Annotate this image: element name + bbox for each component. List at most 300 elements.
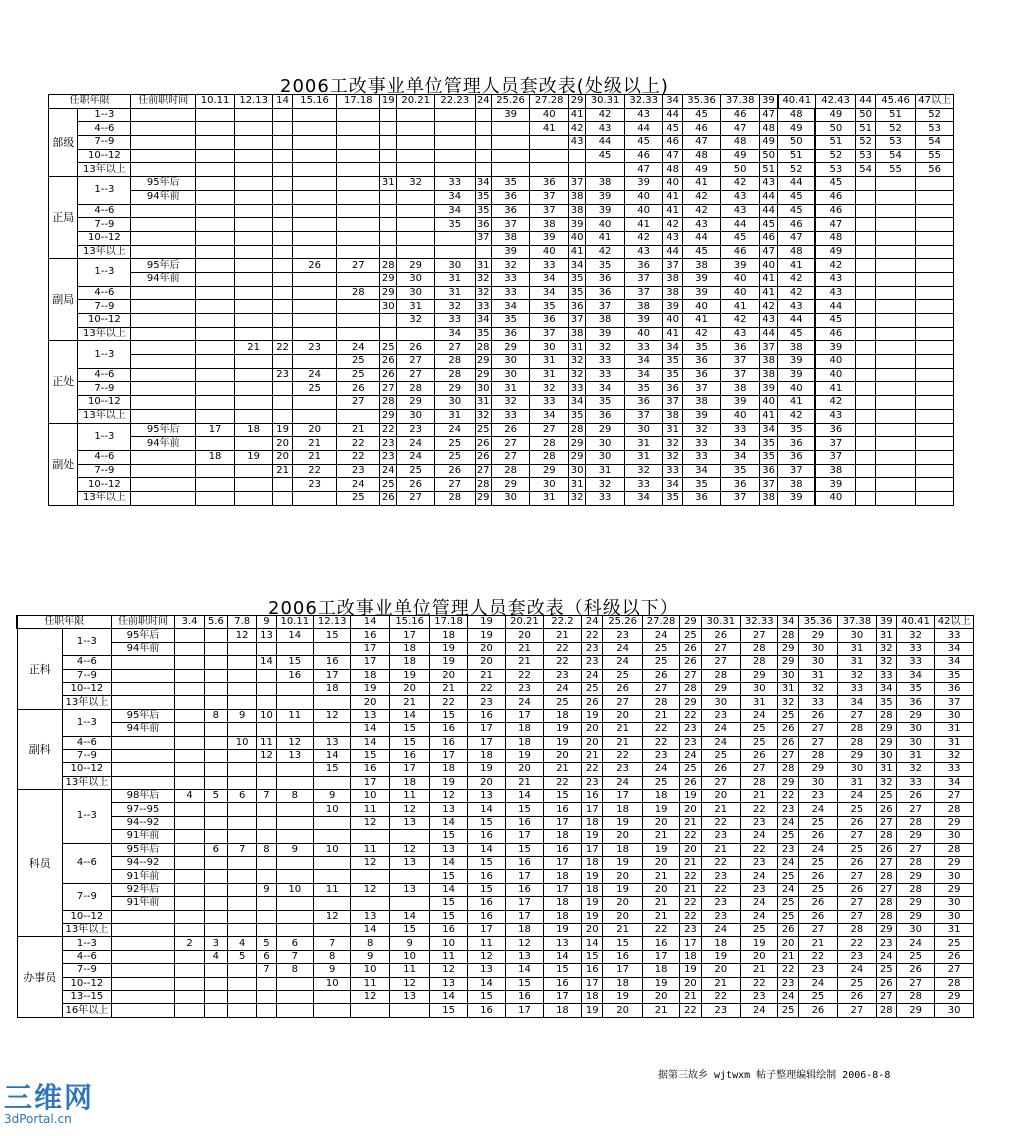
grade-cell: 15 <box>389 923 429 936</box>
grade-cell: 18 <box>582 816 603 829</box>
grade-cell <box>276 723 313 736</box>
header-row <box>17 616 974 629</box>
table-row <box>49 355 954 369</box>
grade-cell: 41 <box>815 382 856 396</box>
grade-cell: 10 <box>351 790 389 803</box>
grade-cell: 42 <box>663 218 682 232</box>
grade-cell: 24 <box>741 910 778 923</box>
prior-time-label: 92年后 <box>111 883 175 896</box>
grade-cell: 44 <box>624 122 663 136</box>
grade-cell: 46 <box>759 231 777 245</box>
grade-cell <box>380 149 397 163</box>
years-label: 13年以上 <box>78 163 131 177</box>
grade-cell: 48 <box>682 149 721 163</box>
grade-cell <box>234 163 273 177</box>
grade-cell: 30 <box>530 478 569 492</box>
column-header: 29 <box>680 616 701 629</box>
grade-cell: 20 <box>778 937 798 950</box>
grade-cell: 24 <box>778 857 798 870</box>
grade-cell: 24 <box>778 816 798 829</box>
table-row <box>49 286 954 300</box>
grade-cell: 24 <box>741 709 778 722</box>
grade-cell: 30 <box>838 629 876 642</box>
grade-cell: 44 <box>815 300 856 314</box>
grade-cell: 26 <box>798 910 837 923</box>
grade-cell: 26 <box>798 830 837 843</box>
grade-cell: 30 <box>569 464 586 478</box>
grade-cell <box>337 177 380 191</box>
table-row <box>49 368 954 382</box>
grade-cell: 25 <box>838 977 876 990</box>
grade-cell: 29 <box>935 857 974 870</box>
grade-cell <box>196 218 235 232</box>
grade-cell: 24 <box>838 790 876 803</box>
grade-cell <box>397 204 435 218</box>
grade-cell: 25 <box>582 682 603 695</box>
grade-cell <box>491 122 530 136</box>
grade-cell: 18 <box>389 656 429 669</box>
years-label: 7--9 <box>78 218 131 232</box>
grade-cell: 23 <box>701 1004 740 1017</box>
grade-cell: 26 <box>876 977 896 990</box>
grade-cell: 25 <box>778 910 798 923</box>
grade-label: 正处 <box>49 341 78 423</box>
grade-cell: 13 <box>430 843 467 856</box>
grade-cell: 24 <box>337 478 380 492</box>
grade-cell: 28 <box>530 437 569 451</box>
table-row <box>49 108 954 122</box>
grade-cell <box>175 629 204 642</box>
grade-cell: 25 <box>741 923 778 936</box>
grade-cell: 36 <box>569 300 586 314</box>
years-label: 1--3 <box>63 629 112 656</box>
grade-cell <box>175 950 204 963</box>
grade-cell <box>397 190 435 204</box>
grade-cell <box>380 218 397 232</box>
grade-cell: 28 <box>896 883 934 896</box>
grade-cell: 14 <box>582 937 603 950</box>
grade-cell: 31 <box>586 464 625 478</box>
grade-cell: 24 <box>896 937 934 950</box>
grade-cell <box>875 450 916 464</box>
grade-cell: 30 <box>896 923 934 936</box>
grade-cell <box>875 341 916 355</box>
grade-cell <box>292 286 337 300</box>
table-row <box>17 1004 974 1017</box>
grade-cell: 39 <box>491 108 530 122</box>
grade-cell: 14 <box>467 843 505 856</box>
column-header: 32.33 <box>624 95 663 109</box>
watermark-domain: 3dPortal.cn <box>4 1112 72 1126</box>
years-label: 10--12 <box>63 682 112 695</box>
grade-cell: 36 <box>476 218 490 230</box>
grade-cell: 36 <box>682 368 721 382</box>
years-label: 13年以上 <box>78 245 131 259</box>
grade-cell: 39 <box>778 491 816 505</box>
grade-cell <box>916 300 954 314</box>
grade-cell: 33 <box>721 423 760 437</box>
grade-cell: 43 <box>815 286 856 300</box>
grade-cell <box>196 163 235 177</box>
grade-cell: 31 <box>935 923 974 936</box>
grade-cell: 22 <box>642 736 679 749</box>
grade-cell <box>196 409 235 423</box>
grade-cell: 18 <box>582 883 603 896</box>
grade-cell: 19 <box>351 682 389 695</box>
grade-cell: 7 <box>228 843 257 856</box>
grade-cell: 10 <box>276 883 313 896</box>
grade-cell <box>234 409 273 423</box>
grade-cell: 28 <box>642 696 679 709</box>
grade-cell: 37 <box>721 368 760 382</box>
grade-cell: 21 <box>741 964 778 977</box>
grade-cell: 40 <box>624 190 663 204</box>
grade-cell: 18 <box>543 870 581 883</box>
grade-cell <box>337 149 380 163</box>
grade-cell <box>337 108 380 122</box>
grade-cell <box>234 149 273 163</box>
grade-cell: 38 <box>778 478 816 492</box>
grade-cell <box>175 964 204 977</box>
grade-cell <box>257 816 276 829</box>
grade-cell <box>292 245 337 259</box>
grade-cell: 30 <box>530 341 569 355</box>
grade-cell: 26 <box>680 656 701 669</box>
grade-cell: 31 <box>838 776 876 789</box>
grade-cell: 18 <box>603 803 642 816</box>
grade-cell: 15 <box>430 910 467 923</box>
grade-cell: 25 <box>741 736 778 749</box>
grade-cell: 29 <box>876 723 896 736</box>
grade-cell: 36 <box>530 177 569 191</box>
grade-cell: 34 <box>586 382 625 396</box>
grade-cell: 37 <box>569 177 586 191</box>
years-label: 10--12 <box>78 314 131 328</box>
grade-cell: 26 <box>642 669 679 682</box>
grade-cell <box>204 1004 227 1017</box>
grade-cell: 15 <box>430 897 467 910</box>
grade-cell: 18 <box>389 642 429 655</box>
grade-cell <box>380 136 397 150</box>
grade-cell <box>856 409 875 423</box>
grade-cell <box>196 300 235 314</box>
grade-cell: 38 <box>815 464 856 478</box>
grade-cell: 47 <box>682 136 721 150</box>
table-row <box>49 231 954 245</box>
grade-cell: 10 <box>228 736 257 749</box>
grade-cell <box>856 396 875 410</box>
grade-cell: 27 <box>397 368 435 382</box>
grade-cell: 30 <box>476 382 490 394</box>
grade-cell <box>916 437 954 451</box>
grade-cell: 16 <box>506 883 543 896</box>
grade-cell <box>276 696 313 709</box>
prior-time-label <box>131 286 196 300</box>
grade-cell: 38 <box>663 272 682 286</box>
grade-cell: 40 <box>815 355 856 369</box>
years-label: 4--6 <box>63 950 112 963</box>
grade-cell: 30 <box>798 642 837 655</box>
grade-cell: 45 <box>586 149 625 163</box>
grade-cell: 17 <box>389 629 429 642</box>
grade-cell: 39 <box>759 382 777 396</box>
grade-cell: 33 <box>682 437 721 451</box>
grade-cell: 22 <box>467 682 505 695</box>
grade-cell: 25 <box>778 830 798 843</box>
grade-cell: 19 <box>234 450 273 464</box>
grade-cell: 34 <box>569 396 586 410</box>
grade-cell: 20 <box>351 696 389 709</box>
years-label: 13年以上 <box>78 491 131 505</box>
grade-cell: 38 <box>759 491 777 505</box>
grade-cell: 25 <box>935 937 974 950</box>
grade-cell: 20 <box>273 450 292 464</box>
grade-cell: 16 <box>314 656 351 669</box>
grade-cell: 17 <box>680 937 701 950</box>
grade-cell <box>196 272 235 286</box>
grade-cell <box>292 122 337 136</box>
grade-cell: 29 <box>798 763 837 776</box>
grade-cell: 20 <box>603 709 642 722</box>
grade-cell: 20 <box>603 830 642 843</box>
grade-cell <box>273 163 292 177</box>
grade-cell: 15 <box>276 656 313 669</box>
grade-cell: 51 <box>815 136 856 150</box>
grade-cell: 37 <box>624 272 663 286</box>
grade-cell: 24 <box>778 883 798 896</box>
prior-time-label <box>111 763 175 776</box>
grade-cell: 17 <box>582 803 603 816</box>
grade-cell: 15 <box>506 803 543 816</box>
grade-cell: 24 <box>603 656 642 669</box>
grade-cell: 25 <box>778 709 798 722</box>
grade-cell: 17 <box>430 749 467 762</box>
grade-cell <box>337 272 380 286</box>
grade-cell: 33 <box>876 669 896 682</box>
grade-cell <box>916 355 954 369</box>
grade-cell <box>292 218 337 232</box>
column-header: 任职年限 <box>49 95 131 109</box>
grade-cell: 28 <box>798 749 837 762</box>
grade-cell: 23 <box>701 830 740 843</box>
column-header: 15.16 <box>389 616 429 629</box>
grade-cell: 40 <box>663 314 682 328</box>
grade-cell: 39 <box>815 478 856 492</box>
grade-cell: 18 <box>543 709 581 722</box>
grade-cell: 36 <box>663 382 682 396</box>
grade-cell <box>204 816 227 829</box>
table-row <box>49 327 954 341</box>
grade-cell <box>175 696 204 709</box>
grade-cell: 13 <box>389 857 429 870</box>
grade-cell <box>916 450 954 464</box>
grade-cell: 34 <box>530 272 569 286</box>
grade-cell: 11 <box>351 803 389 816</box>
grade-cell <box>175 656 204 669</box>
grade-cell: 28 <box>569 423 586 437</box>
grade-cell: 21 <box>389 696 429 709</box>
grade-cell <box>434 231 475 245</box>
grade-cell <box>292 136 337 150</box>
grade-cell <box>234 218 273 232</box>
grade-cell: 25 <box>778 870 798 883</box>
grade-cell: 30 <box>701 696 740 709</box>
grade-cell: 56 <box>916 163 954 177</box>
table-row <box>17 669 974 682</box>
grade-cell <box>530 149 569 163</box>
grade-cell: 24 <box>603 776 642 789</box>
grade-cell <box>228 910 257 923</box>
grade-cell: 21 <box>506 642 543 655</box>
grade-cell <box>204 910 227 923</box>
grade-cell: 12 <box>389 977 429 990</box>
grade-cell: 19 <box>582 870 603 883</box>
grade-cell: 41 <box>569 108 586 122</box>
years-label: 13年以上 <box>78 327 131 341</box>
grade-cell: 15 <box>506 843 543 856</box>
grade-cell: 22 <box>741 977 778 990</box>
grade-cell: 32 <box>838 669 876 682</box>
grade-cell: 30 <box>935 830 974 843</box>
grade-cell <box>916 204 954 218</box>
grade-cell: 25 <box>603 669 642 682</box>
grade-cell <box>175 803 204 816</box>
grade-cell <box>228 870 257 883</box>
grade-cell: 44 <box>586 136 625 150</box>
grade-cell: 40 <box>721 286 760 300</box>
grade-cell <box>856 368 875 382</box>
grade-cell <box>276 816 313 829</box>
prior-time-label: 98年后 <box>111 790 175 803</box>
grade-cell <box>196 122 235 136</box>
grade-cell: 25 <box>292 382 337 396</box>
grade-cell: 42 <box>778 409 816 423</box>
table-row <box>17 923 974 936</box>
grade-cell: 24 <box>701 723 740 736</box>
years-label: 10--12 <box>78 478 131 492</box>
grade-label: 副处 <box>49 423 78 505</box>
grade-cell: 23 <box>543 669 581 682</box>
grade-cell: 33 <box>569 382 586 396</box>
grade-cell: 21 <box>701 843 740 856</box>
grade-cell: 50 <box>778 136 816 150</box>
table-row <box>17 723 974 736</box>
grade-cell <box>397 149 435 163</box>
grade-cell: 45 <box>815 314 856 328</box>
grade-cell: 23 <box>798 790 837 803</box>
grade-cell: 28 <box>838 923 876 936</box>
grade-cell: 40 <box>569 231 586 245</box>
grade-cell: 12 <box>389 803 429 816</box>
table-row <box>17 950 974 963</box>
grade-cell: 14 <box>257 656 276 669</box>
grade-cell: 16 <box>389 749 429 762</box>
grade-cell: 27 <box>337 259 380 273</box>
grade-cell: 44 <box>759 190 777 204</box>
grade-cell: 26 <box>838 883 876 896</box>
grade-cell: 29 <box>935 990 974 1003</box>
grade-cell: 30 <box>798 776 837 789</box>
grade-cell: 16 <box>543 977 581 990</box>
grade-cell <box>175 843 204 856</box>
grade-cell: 42 <box>721 177 760 191</box>
grade-cell <box>856 464 875 478</box>
grade-cell: 24 <box>741 830 778 843</box>
grade-cell: 27 <box>838 910 876 923</box>
grade-cell: 23 <box>380 450 397 464</box>
grade-cell: 28 <box>778 763 798 776</box>
grade-cell: 27 <box>530 423 569 437</box>
grade-cell: 21 <box>680 857 701 870</box>
grade-cell: 43 <box>624 108 663 122</box>
prior-time-label <box>131 149 196 163</box>
grade-cell <box>175 897 204 910</box>
grade-cell: 15 <box>430 709 467 722</box>
table-row <box>17 696 974 709</box>
grade-cell: 20 <box>603 1004 642 1017</box>
grade-cell: 28 <box>935 843 974 856</box>
column-header: 14 <box>273 95 292 109</box>
grade-cell: 35 <box>476 328 490 340</box>
grade-cell: 19 <box>582 830 603 843</box>
years-label: 7--9 <box>78 382 131 396</box>
grade-cell: 25 <box>798 883 837 896</box>
grade-cell: 23 <box>273 368 292 382</box>
grade-cell <box>397 108 435 122</box>
grade-cell <box>380 108 397 122</box>
grade-cell: 17 <box>351 656 389 669</box>
grade-cell: 37 <box>815 450 856 464</box>
grade-cell: 27 <box>434 341 475 355</box>
grade-cell: 39 <box>682 272 721 286</box>
grade-cell <box>228 723 257 736</box>
grade-cell: 22 <box>778 964 798 977</box>
grade-cell <box>257 1004 276 1017</box>
grade-cell <box>204 883 227 896</box>
grade-cell: 46 <box>778 218 816 232</box>
grade-cell <box>292 190 337 204</box>
grade-cell: 25 <box>798 990 837 1003</box>
table-row <box>17 883 974 896</box>
grade-cell <box>175 857 204 870</box>
grade-cell: 35 <box>663 355 682 369</box>
grade-cell: 19 <box>582 709 603 722</box>
grade-cell <box>175 736 204 749</box>
grade-cell <box>175 682 204 695</box>
grade-cell <box>228 776 257 789</box>
grade-cell <box>204 897 227 910</box>
grade-cell: 32 <box>798 682 837 695</box>
grade-cell: 13 <box>467 790 505 803</box>
table-row <box>49 450 954 464</box>
grade-cell: 38 <box>663 286 682 300</box>
grade-cell: 46 <box>721 108 760 122</box>
grade-cell: 15 <box>389 736 429 749</box>
grade-cell <box>234 190 273 204</box>
grade-cell <box>228 642 257 655</box>
years-label: 7--9 <box>63 964 112 977</box>
grade-cell: 33 <box>682 450 721 464</box>
grade-cell: 44 <box>778 177 816 191</box>
grade-cell <box>228 977 257 990</box>
grade-cell: 18 <box>701 937 740 950</box>
grade-cell: 22 <box>603 749 642 762</box>
prior-time-label: 95年后 <box>111 843 175 856</box>
grade-cell: 22 <box>430 696 467 709</box>
grade-cell <box>916 231 954 245</box>
grade-cell: 33 <box>798 696 837 709</box>
grade-cell: 11 <box>389 790 429 803</box>
